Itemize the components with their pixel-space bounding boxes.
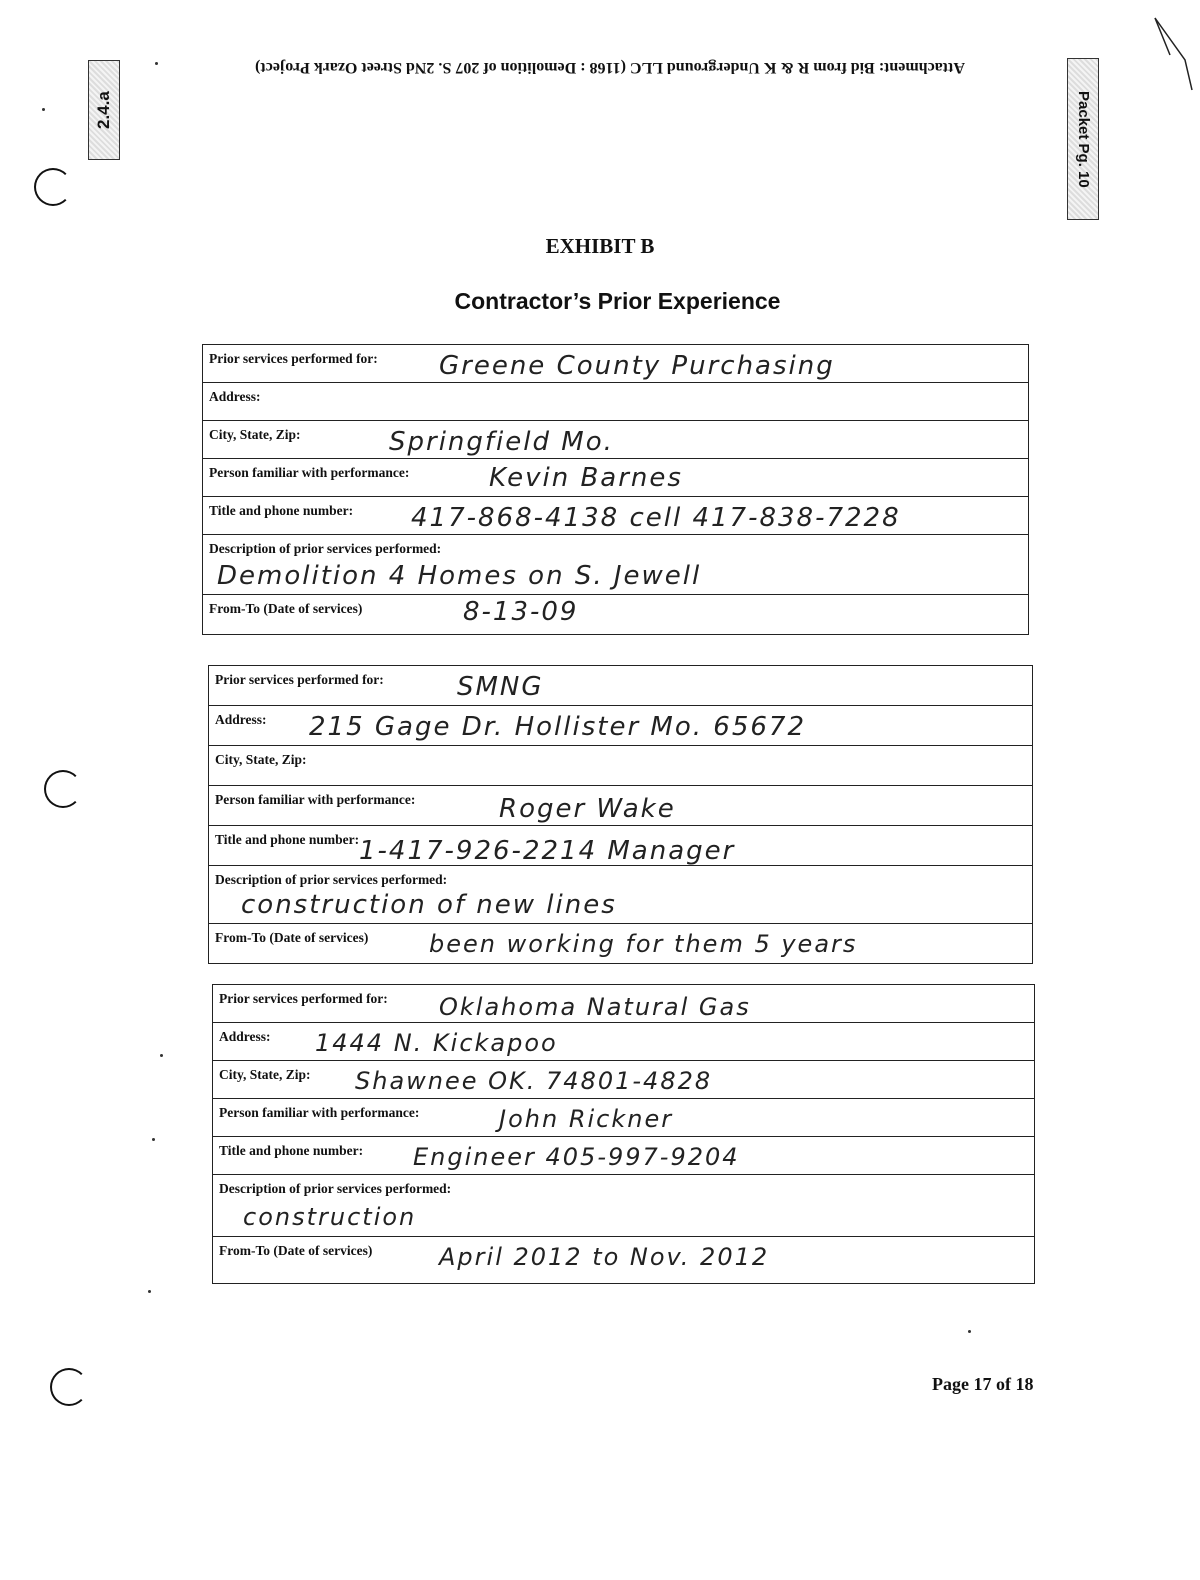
value-city-state-zip: Shawnee OK. 74801-4828 [355, 1067, 713, 1095]
value-person-familiar: John Rickner [499, 1105, 674, 1133]
label-performed-for: Prior services performed for: [209, 351, 378, 366]
label-performed-for: Prior services performed for: [219, 991, 388, 1006]
label-city-state-zip: City, State, Zip: [215, 752, 307, 767]
value-description: construction [243, 1203, 417, 1231]
attachment-header: Attachment: Bid from R & K Underground LLC (1168 : Demolition of 207 S. 2Nd Street Ozark Project) [255, 59, 965, 76]
scan-speck [160, 1054, 163, 1057]
label-address: Address: [215, 712, 267, 727]
value-from-to: 8-13-09 [463, 597, 579, 627]
value-from-to: been working for them 5 years [429, 930, 858, 958]
experience-form-3 [212, 984, 1035, 1284]
label-from-to: From-To (Date of services) [209, 601, 363, 616]
label-person-familiar: Person familiar with performance: [209, 465, 410, 480]
row-performed-for [203, 345, 1028, 383]
experience-form-1 [202, 344, 1029, 635]
label-from-to: From-To (Date of services) [215, 930, 369, 945]
row-from-to [209, 924, 1032, 962]
label-description: Description of prior services performed: [209, 541, 442, 556]
scan-speck [42, 108, 45, 111]
scan-speck [968, 1330, 971, 1333]
exhibit-title: EXHIBIT B [545, 234, 655, 258]
row-description [209, 866, 1032, 924]
item-number-stamp: 2.4.a [88, 60, 120, 160]
value-address: 215 Gage Dr. Hollister Mo. 65672 [309, 712, 806, 742]
row-from-to [203, 595, 1028, 633]
row-address [203, 383, 1028, 421]
row-person-familiar [209, 786, 1032, 826]
label-title-phone: Title and phone number: [219, 1143, 364, 1158]
value-title-phone: 1-417-926-2214 Manager [359, 836, 736, 866]
label-address: Address: [209, 389, 261, 404]
value-performed-for: Oklahoma Natural Gas [439, 993, 751, 1021]
row-title-phone [213, 1137, 1034, 1175]
label-person-familiar: Person familiar with performance: [215, 792, 416, 807]
page-number: Page 17 of 18 [932, 1374, 1034, 1394]
page-subtitle: Contractor’s Prior Experience [454, 288, 781, 314]
punch-hole-middle [44, 770, 82, 808]
value-title-phone: 417-868-4138 cell 417-838-7228 [411, 503, 901, 533]
row-city-state-zip [203, 421, 1028, 459]
row-city-state-zip [213, 1061, 1034, 1099]
row-performed-for [213, 985, 1034, 1023]
experience-form-2 [208, 665, 1033, 964]
label-description: Description of prior services performed: [219, 1181, 452, 1196]
value-performed-for: Greene County Purchasing [439, 351, 835, 381]
corner-mark [1130, 0, 1200, 100]
packet-page-stamp: Packet Pg. 10 [1067, 58, 1099, 220]
label-from-to: From-To (Date of services) [219, 1243, 373, 1258]
value-person-familiar: Kevin Barnes [489, 463, 683, 493]
row-from-to [213, 1237, 1034, 1281]
row-city-state-zip [209, 746, 1032, 786]
label-person-familiar: Person familiar with performance: [219, 1105, 420, 1120]
label-city-state-zip: City, State, Zip: [219, 1067, 311, 1082]
value-description: construction of new lines [241, 890, 617, 920]
punch-hole-bottom [50, 1368, 88, 1406]
label-description: Description of prior services performed: [215, 872, 448, 887]
row-description [203, 535, 1028, 595]
value-description: Demolition 4 Homes on S. Jewell [217, 561, 702, 591]
row-title-phone [203, 497, 1028, 535]
label-title-phone: Title and phone number: [209, 503, 354, 518]
label-title-phone: Title and phone number: [215, 832, 360, 847]
row-title-phone [209, 826, 1032, 866]
value-performed-for: SMNG [457, 672, 544, 702]
value-person-familiar: Roger Wake [499, 794, 676, 824]
row-performed-for [209, 666, 1032, 706]
scan-speck [155, 62, 158, 65]
row-person-familiar [213, 1099, 1034, 1137]
value-from-to: April 2012 to Nov. 2012 [439, 1243, 770, 1271]
value-title-phone: Engineer 405-997-9204 [413, 1143, 740, 1171]
label-city-state-zip: City, State, Zip: [209, 427, 301, 442]
row-address [209, 706, 1032, 746]
scan-speck [148, 1290, 151, 1293]
row-person-familiar [203, 459, 1028, 497]
scan-speck [152, 1138, 155, 1141]
row-address [213, 1023, 1034, 1061]
value-address: 1444 N. Kickapoo [315, 1029, 558, 1057]
label-performed-for: Prior services performed for: [215, 672, 384, 687]
punch-hole-top [34, 168, 72, 206]
label-address: Address: [219, 1029, 271, 1044]
value-city-state-zip: Springfield Mo. [389, 427, 614, 457]
row-description [213, 1175, 1034, 1237]
